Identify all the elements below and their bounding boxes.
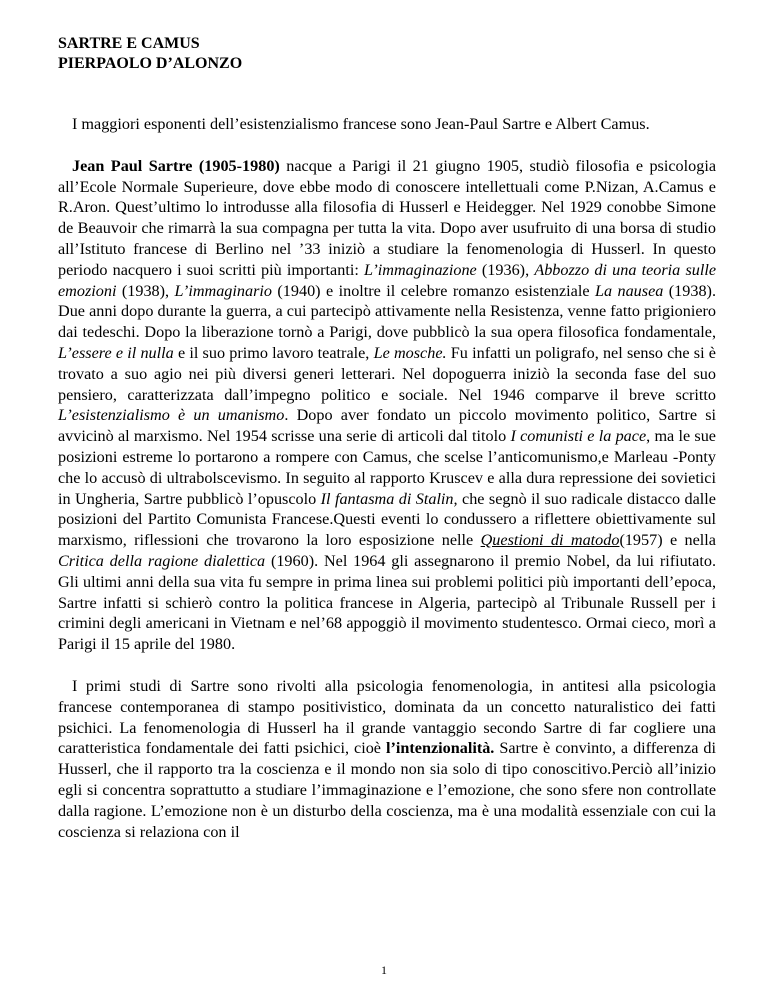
key-term: l’intenzionalità.	[385, 739, 495, 758]
page-number: 1	[381, 963, 387, 977]
text-run: (1960). Nel 1964 gli assegnarono il premio Nobel, da lui rifiutato. Gli ultimi anni della sua vita fu sempre in prima linea sui problemi politici più importanti dell’epoca, Sartre infatti si schierò contro la politica francese in Algeria, partecipò al Tribunale Russell per i crimini degli americani in Vietnam e nel’68 appoggiò il movimento studentesco. Ormai cieco, morì a Parigi il 15 aprile del 1980.	[58, 551, 717, 654]
document-author: PIERPAOLO D’ALONZO	[58, 55, 243, 72]
text-run: (1940) e inoltre il celebre romanzo esistenziale	[271, 281, 595, 300]
text-run: che segnò il suo radicale distacco dalle posizioni del Partito Comunista Francese.Questi eventi lo condussero a riflettere obiettivamente sul marxismo, riflessioni che trovarono la loro esposizione nelle	[58, 489, 716, 550]
text-run: (1938). Due anni dopo durante la guerra, a cui partecipò attivamente nella Resistenza, venne fatto prigioniero dai tedeschi. Dopo la liberazione tornò a Parigi, dove pubblicò la sua opera filosofica fondamentale,	[58, 281, 716, 342]
work-title: Abbozzo di una teoria sulle emozioni	[58, 260, 717, 300]
text-run: e il suo primo lavoro teatrale,	[173, 343, 374, 362]
work-title: I comunisti e la pace	[510, 427, 647, 446]
text-run: (1938),	[116, 281, 175, 300]
work-title: Critica della ragione dialettica	[58, 551, 266, 570]
work-title-underlined	[481, 531, 620, 549]
text-run: nacque a Parigi il 21 giugno 1905, studiò filosofia e psicologia all’Ecole Normale Superieure, dove ebbe modo di conoscere intellettuali come P.Nizan, A.Camus e R.Aron. Quest’ultimo lo introdusse alla filosofia di Husserl e Heidegger. Nel 1929 conobbe Simone de Beauvoir che rimarrà la sua compagna per tutta la vita. Dopo aver usufruito di una borsa di studio all’Istituto francese di Berlino nel ’33 iniziò a studiare la fenomenologia di Husserl. In questo periodo nacquero i suoi scritti più importanti:	[58, 156, 717, 279]
intro-paragraph: I maggiori esponenti dell’esistenzialismo francese sono Jean-Paul Sartre e Albert Camus.	[72, 115, 650, 133]
work-title: L’esistenzialismo è un umanismo	[58, 406, 285, 425]
biography-lead: Jean Paul Sartre (1905-1980)	[72, 156, 280, 175]
text-run: . Dopo aver fondato un piccolo movimento politico, Sartre si avvicinò al marxismo. Nel 1954 scrisse una serie di articoli dal titolo	[58, 406, 717, 446]
text-run: Fu infatti un poligrafo, nel senso che si è trovato a suo agio nei più diversi generi letterari. Nel dopoguerra iniziò la seconda fase del suo pensiero, caratterizzata dall’impegno politico e sociale. Nel 1946 comparve il breve scritto	[58, 343, 716, 404]
document-page	[58, 34, 716, 842]
work-title: La nausea	[594, 281, 664, 300]
biography-paragraph	[58, 156, 716, 655]
text-run: , ma le sue posizioni estreme lo portarono a rompere con Camus, che scelse l’anticomunismo,e Marleau -Ponty che lo accusò di ultrabolscevismo. In seguito al rapporto Kruscev e alla dura repressione dei sovietici in Ungheria, Sartre pubblicò l’opuscolo	[58, 427, 716, 508]
work-title: L’essere e il nulla	[58, 343, 174, 362]
text-run: I primi studi di Sartre sono rivolti alla psicologia fenomenologia, in antitesi alla psicologia francese contemporanea di stampo positivistico, dominata da un concetto naturalistico dei fatti psichici. La fenomenologia di Husserl ha il grande vantaggio secondo Sartre di far cogliere una caratteristica fondamentale dei fatti psichici, cioè	[58, 676, 716, 758]
work-title: L’immaginario	[174, 281, 272, 300]
document-title: SARTRE E CAMUS	[58, 35, 200, 52]
work-title: L’immaginazione	[364, 260, 477, 279]
text-run: Sartre è convinto, a differenza di Husserl, che il rapporto tra la coscienza e il mondo non sia solo di tipo conoscitivo.Perciò all’inizio egli si concentra soprattutto a studiare l’immaginazione e l’emozione, che sono sfere non controllate dalla ragione. L’emozione non è un disturbo della coscienza, ma è una modalità essenziale con cui la coscienza si relaziona con il	[58, 739, 716, 841]
work-title: Le mosche.	[373, 343, 447, 362]
underlined-title: Questioni di matodo	[480, 531, 620, 550]
text-run: (1936),	[476, 260, 535, 279]
text-run: (1957) e nella	[619, 531, 716, 550]
work-title: Il fantasma di Stalin,	[320, 489, 458, 508]
early-studies-paragraph	[58, 676, 716, 842]
